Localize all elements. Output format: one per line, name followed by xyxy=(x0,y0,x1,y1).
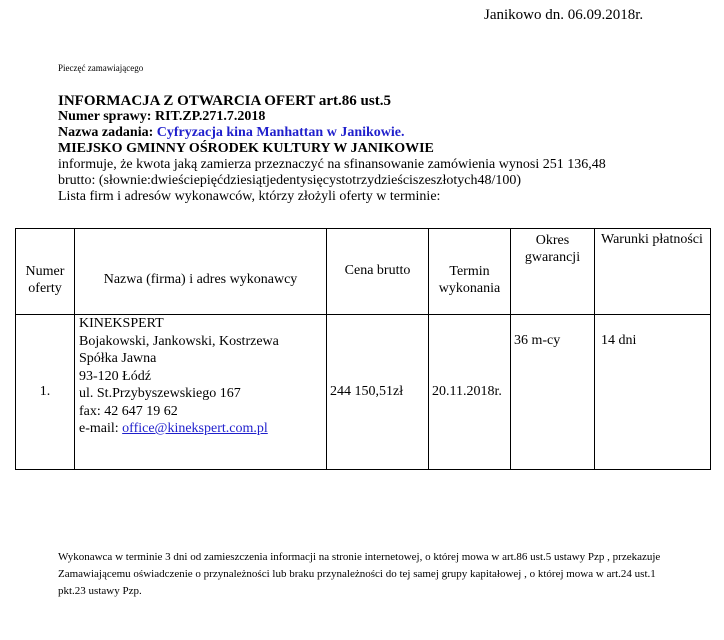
info-line-1: informuje, że kwota jaką zamierza przeznaczyć na sfinansowanie zamówienia wynosi 251 136,48 xyxy=(58,157,606,172)
contractor-line: Spółka Jawna xyxy=(79,351,157,366)
table-header-row xyxy=(16,229,711,315)
header-guarantee-line1: Okres xyxy=(535,233,570,248)
header-guarantee xyxy=(511,229,595,315)
case-number-line xyxy=(58,109,714,125)
header-term-line1: Termin xyxy=(449,264,490,279)
document-heading xyxy=(58,93,714,205)
header-completion-term xyxy=(429,229,511,315)
offer-guarantee: 36 m-cy xyxy=(511,315,595,470)
header-offer-number-line1: Numer xyxy=(25,264,65,279)
header-term-line2: wykonania xyxy=(438,281,501,296)
contractor-line: Bojakowski, Jankowski, Kostrzewa xyxy=(79,333,279,349)
case-number: RIT.ZP.271.7.2018 xyxy=(154,109,266,124)
task-name: Cyfryzacja kina Manhattan w Janikowie. xyxy=(156,125,405,140)
organizer-name: MIEJSKO GMINNY OŚRODEK KULTURY W JANIKOWIE xyxy=(58,141,434,156)
contractor-line: fax: 42 647 19 62 xyxy=(79,403,178,419)
contractor-line: ul. St.Przybyszewskiego 167 xyxy=(79,386,241,401)
contractor-details xyxy=(75,315,327,470)
info-line-3: Lista firm i adresów wykonawców, którzy złożyli oferty w terminie: xyxy=(58,189,441,204)
task-name-label: Nazwa zadania: xyxy=(58,125,154,140)
header-contractor-name: Nazwa (firma) i adres wykonawcy xyxy=(75,229,327,315)
case-number-label: Numer sprawy: xyxy=(58,109,152,124)
info-line-2: brutto: (słownie:dwieściepięćdziesiątjedentysięcystotrzydzieściszeszłotych48/100) xyxy=(58,173,522,188)
contractor-email-link[interactable]: office@kinekspert.com.pl xyxy=(122,421,268,436)
footer-note: Wykonawca w terminie 3 dni od zamieszczenia informacji na stronie internetowej, o której mowa w art.86 ust.5 ustawy Pzp , przekazuje Zamawiającemu oświadczenie o przynależności lub braku przynależności do tej samej grupy kapitałowej , o której mowa w art.24 ust.1 pkt.23 ustawy Pzp. xyxy=(58,551,661,597)
place-date: Janikowo dn. 06.09.2018r. xyxy=(484,7,644,23)
offer-price: 244 150,51zł xyxy=(327,315,429,470)
header-offer-number xyxy=(16,229,75,315)
contractor-line: 93-120 Łódź xyxy=(79,368,151,384)
header-guarantee-line2: gwarancji xyxy=(524,250,581,265)
offers-table xyxy=(15,228,711,470)
email-label: e-mail: xyxy=(79,421,123,436)
stamp-label: Pieczęć zamawiającego xyxy=(58,63,144,73)
offer-completion-term: 20.11.2018r. xyxy=(429,315,511,470)
table-row xyxy=(16,315,711,470)
offer-number: 1. xyxy=(16,315,75,470)
document-title: INFORMACJA Z OTWARCIA OFERT art.86 ust.5 xyxy=(58,93,391,109)
header-price: Cena brutto xyxy=(327,229,429,315)
contractor-line: KINEKSPERT xyxy=(79,316,164,331)
offer-payment-terms: 14 dni xyxy=(595,315,711,470)
header-payment-terms: Warunki płatności xyxy=(595,229,711,315)
contractor-email-line xyxy=(79,420,322,438)
task-name-line xyxy=(58,125,714,141)
header-offer-number-line2: oferty xyxy=(28,281,62,296)
